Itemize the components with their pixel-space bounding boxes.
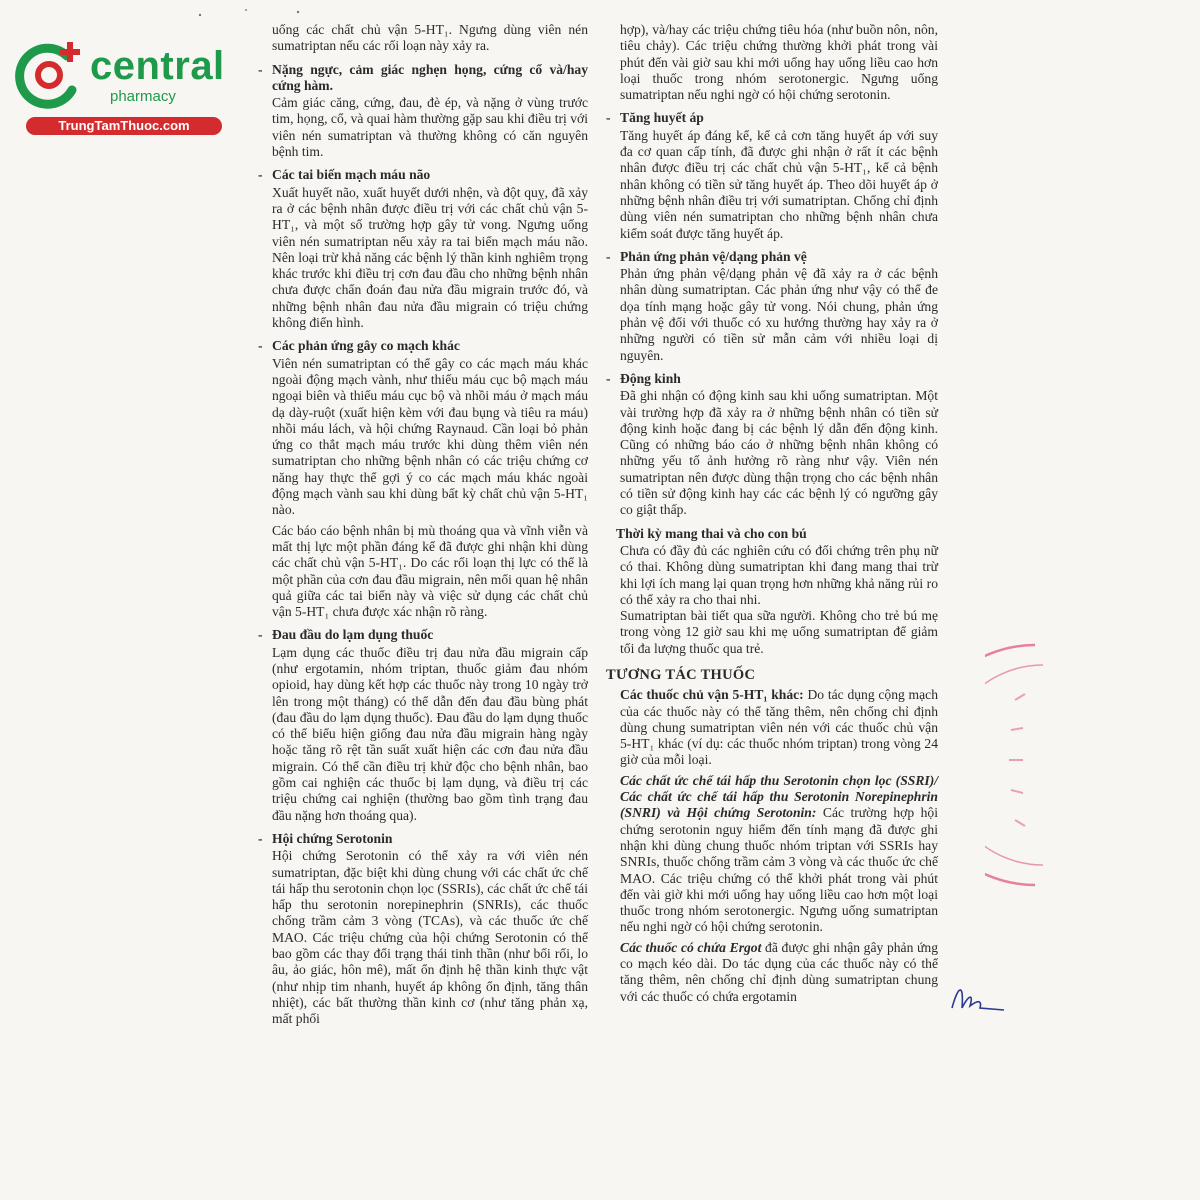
pharmacy-cross-logo-icon (12, 38, 86, 112)
left-section-2-body: Xuất huyết não, xuất huyết dưới nhện, và đột quỵ, đã xảy ra ở các bệnh nhân được điều trị với các chất chủ vận 5-HT₁, và một số trường hợp gây tử vong. Ngưng uống viên nén sumatriptan nếu xảy ra tai biến mạch máu não. Nên loại trừ khả năng các bệnh lý thần kinh nghiêm trọng khác trước khi điều trị cơn đau đầu cho những bệnh nhân chưa được chẩn đoán đau nửa đầu migrain trước đó, và những bệnh nhân đau nửa đầu migrain có triệu chứng không điển hình. (272, 184, 588, 331)
interaction-3-lead: Các thuốc có chứa Ergot (620, 939, 762, 955)
left-section-1-body: Cảm giác căng, cứng, đau, đè ép, và nặng ở vùng trước tim, họng, cổ, và quai hàm thường gặp sau khi điều trị với viên nén sumatriptan và thường không có căn nguyên bệnh tim. (272, 95, 588, 160)
signature-icon (948, 978, 1008, 1018)
section-title: Hội chứng Serotonin (272, 830, 393, 846)
right-section-4-body-1: Chưa có đầy đủ các nghiên cứu có đối chứng trên phụ nữ có thai. Không dùng sumatriptan khi đang mang thai trừ khi lợi ích mang lại quan trọng hơn những khả năng rủi ro có thể xảy ra cho thai nhi. (620, 542, 938, 607)
brand-name: central (90, 44, 225, 88)
central-pharmacy-logo (12, 38, 225, 138)
interaction-3 (606, 940, 938, 1005)
interaction-1-body: Do tác dụng cộng mạch của các thuốc này có thể tăng thêm, nên chống chỉ định dùng chung sumatriptan viên nén với các thuốc chủ vận 5-HT₁ khác (ví dụ: các thuốc nhóm triptan) trong vòng 24 giờ của mỗi loại. (620, 687, 938, 768)
right-intro-text: hợp), và/hay các triệu chứng tiêu hóa (như buồn nôn, nôn, tiêu chảy). Các triệu chứng thường khởi phát trong vài phút đến vài giờ sau khi mới uống hay uống liều cao hơn loại thuốc trong nhóm serotonergic. Ngưng uống sumatriptan nếu nghi ngờ có hội chứng serotonin. (620, 22, 938, 103)
interaction-2-body: Các trường hợp hội chứng serotonin nguy hiểm đến tính mạng đã được ghi nhận khi dùng chung thuốc nhóm triptan với SSRIs hay SNRIs, thuốc chống trầm cảm 3 vòng và các thuốc ức chế MAO. Các triệu chứng có thể khởi phát trong vài phút đến vài giờ khi mới uống hay uống liều cao hơn một loại thuốc trong nhóm serotonergic. Ngưng uống sumatriptan nếu nghi ngờ có hội chứng serotonin. (620, 805, 939, 935)
left-column (258, 22, 588, 1028)
brand-url: TrungTamThuoc.com (26, 117, 222, 135)
right-section-1-body: Tăng huyết áp đáng kể, kể cả cơn tăng huyết áp với suy đa cơ quan cấp tính, đã được ghi nhận ở rất ít các bệnh nhân được điều trị các chất chủ vận 5-HT₁, kể cả bệnh nhân không có tiền sử tăng huyết áp. Theo dõi huyết áp ở những bệnh nhân điều trị với sumatriptan. Chống chỉ định dùng viên nén sumatriptan cho những bệnh nhân chưa kiểm soát được tăng huyết áp. (620, 127, 938, 241)
interaction-1-lead: Các thuốc chủ vận 5-HT₁ khác: (620, 687, 804, 703)
interaction-2-lead: Các chất ức chế tái hấp thu Serotonin chọn lọc (SSRI)/ Các chất ức chế tái hấp thu Serotonin Norepinephrin (SNRI) và Hội chứng Serotonin: (620, 772, 938, 821)
left-section-5-body: Hội chứng Serotonin có thể xảy ra với viên nén sumatriptan, đặc biệt khi dùng chung với các chất ức chế tái hấp thu serotonin chọn lọc (SSRIs), các chất ức chế tái hấp thu serotonin norepinephrin (SNRIs), các thuốc chống trầm cảm 3 vòng (TCAs), và các thuốc ức chế MAO. Các triệu chứng của hội chứng Serotonin có thể bao gồm các thay đổi trạng thái tinh thần (như bối rối, lo âu, ảo giác, hôn mê), mất ổn định hệ thần kinh thực vật (như nhịp tim nhanh, huyết áp không ổn định, tăng thân nhiệt), các bất thường thần kinh cơ (như tăng phản xạ, mất phối (272, 848, 588, 1027)
interaction-3-body: đã được ghi nhận gây phản ứng co mạch kéo dài. Do tác dụng của các thuốc này có thể tăng thêm, nên chống chỉ định dùng sumatriptan chung với các thuốc có chứa ergotamin (620, 939, 939, 1004)
right-section-2-heading: - Phản ứng phản vệ/dạng phản vệ (606, 249, 938, 265)
right-section-4-heading: Thời kỳ mang thai và cho con bú (616, 525, 807, 541)
right-section-1-heading: - Tăng huyết áp (606, 110, 938, 126)
interactions-heading: TƯƠNG TÁC THUỐC (606, 666, 756, 683)
section-title: Nặng ngực, cảm giác nghẹn họng, cứng cổ và/hay cứng hàm. (272, 61, 588, 93)
right-section-4-body-2: Sumatriptan bài tiết qua sữa người. Không cho trẻ bú mẹ trong vòng 12 giờ sau khi mẹ uống sumatriptan để giảm tối đa lượng thuốc qua trẻ. (620, 608, 938, 656)
stamp-icon (985, 640, 1045, 890)
left-section-3-body-1: Viên nén sumatriptan có thể gây co các mạch máu khác ngoài động mạch vành, như thiếu máu cục bộ mạch máu ngoại biên và thiếu máu cục bộ và nhồi máu ở mạch máu dạ dày-ruột (xuất hiện kèm với đau bụng và tiêu ra máu) nhồi máu lách, và hội chứng Raynaud. Cần loại bỏ phản ứng co thắt mạch máu trước khi dùng thêm viên nén sumatriptan cho những bệnh nhân có các triệu chứng cơ năng hay thực thể gợi ý co các mạch máu khác ngoài động mạch vành sau khi dùng bất kỳ chất chủ vận 5-HT₁ nào. (272, 355, 588, 518)
section-title: Phản ứng phản vệ/dạng phản vệ (620, 248, 807, 264)
section-title: Đau đầu do lạm dụng thuốc (272, 627, 434, 643)
left-section-3-heading: - Các phản ứng gây co mạch khác (258, 338, 588, 354)
scan-specks-icon (196, 6, 306, 18)
left-intro-text: uống các chất chủ vận 5-HT₁. Ngưng dùng viên nén sumatriptan nếu các rối loạn này xảy ra. (272, 22, 588, 54)
right-section-2-body: Phản ứng phản vệ/dạng phản vệ đã xảy ra ở các bệnh nhân dùng sumatriptan. Các phản ứng như vậy có thể đe dọa tính mạng hoặc gây tử vong. Nói chung, phản ứng phản vệ đối với thuốc có xu hướng thường hay xảy ra ở những người có tiền sử mẫn cảm với nhiều loại dị nguyên. (620, 266, 938, 363)
left-section-3-body-2: Các báo cáo bệnh nhân bị mù thoáng qua và vĩnh viễn và mất thị lực một phần đáng kể đã được ghi nhận khi dùng các chất chủ vận 5-HT₁. Do các rối loạn thị lực có thể là một phần của cơn đau đầu migrain, nên mối quan hệ nhân quả giữa các tai biến này và việc sử dụng các chất chủ vận 5-HT₁ chưa được xác nhận rõ ràng. (272, 522, 588, 620)
right-section-3-heading: - Động kinh (606, 371, 938, 387)
section-title: Các phản ứng gây co mạch khác (272, 338, 460, 354)
left-section-2-heading: - Các tai biến mạch máu não (258, 167, 588, 183)
right-section-3-body: Đã ghi nhận có động kinh sau khi uống sumatriptan. Một vài trường hợp đã xảy ra ở những bệnh nhân có tiền sử động kinh hoặc đang bị các bệnh lý dẫn đến động kinh. Cũng có những báo cáo ở những bệnh nhân không có những yếu tố ảnh hưởng rõ ràng như vậy. Viên nén sumatriptan nên được dùng thận trọng cho các bệnh nhân có tiền sử động kinh hay các các bệnh lý có ngưỡng gây co giật thấp. (620, 388, 938, 518)
interaction-1 (606, 687, 938, 768)
left-section-4-heading: - Đau đầu do lạm dụng thuốc (258, 627, 588, 643)
left-section-5-heading: - Hội chứng Serotonin (258, 831, 588, 847)
section-title: Các tai biến mạch máu não (272, 167, 431, 183)
left-section-1-heading: - Nặng ngực, cảm giác nghẹn họng, cứng cổ và/hay cứng hàm. (258, 61, 588, 93)
interaction-2 (606, 773, 938, 936)
right-column (606, 22, 938, 1005)
section-title: Tăng huyết áp (620, 110, 704, 126)
section-title: Động kinh (620, 370, 681, 386)
brand-subtitle: pharmacy (110, 88, 176, 105)
left-section-4-body: Lạm dụng các thuốc điều trị đau nửa đầu migrain cấp (như ergotamin, nhóm triptan, thuốc giảm đau nhóm opioid, hay dùng kết hợp các thuốc này trong 10 ngày trở lên trong một tháng) có thể dẫn đến đau đầu bùng phát (đau đầu do lạm dụng thuốc). Đau đầu do lạm dụng thuốc có thể biểu hiện giống đau nửa đầu migrain hàng ngày hoặc tăng rõ rệt tần suất xuất hiện các cơn đau nửa đầu migrain. Có thể cần điều trị khử độc cho bệnh nhân, bao gồm cai nghiện các thuốc bị lạm dụng, và điều trị các triệu chứng cai nghiện (thường bao gồm tình trạng đau đầu nặng hơn thoáng qua). (272, 644, 588, 823)
